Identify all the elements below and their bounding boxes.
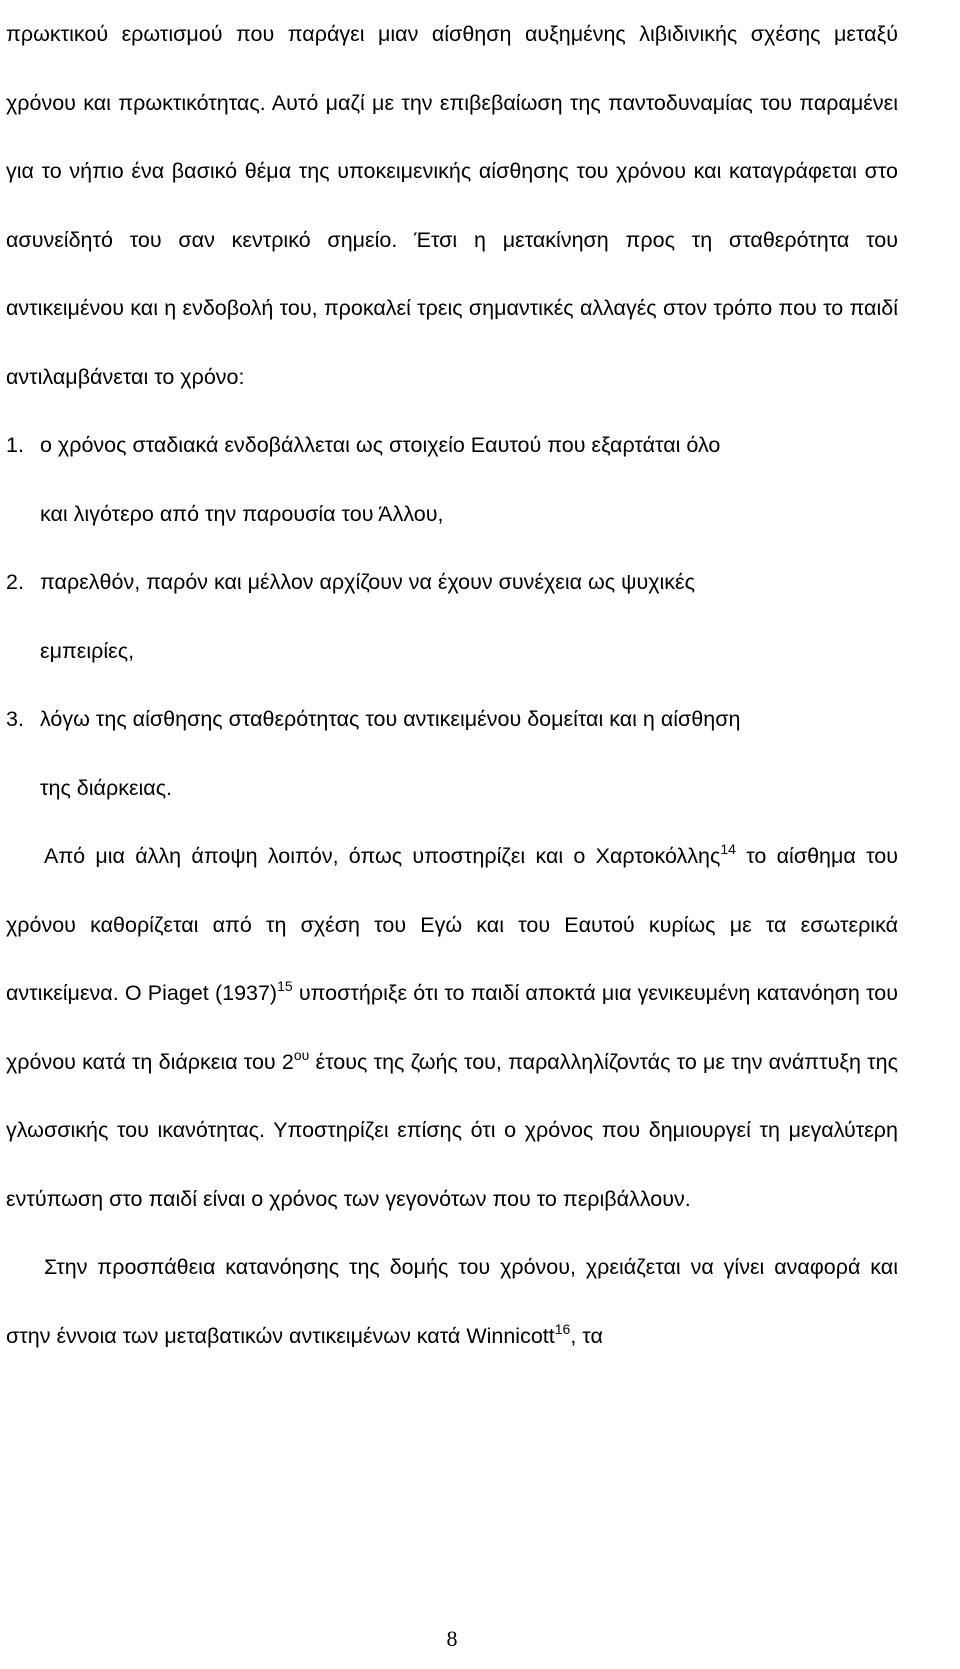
paragraph-text: , τα (570, 1323, 603, 1348)
list-item-text: παρελθόν, παρόν και μέλλον αρχίζουν να έχουν συνέχεια ως ψυχικές (40, 570, 695, 594)
footnote-ref: 16 (554, 1320, 571, 1337)
footnote-ref: 14 (720, 841, 736, 857)
list-item (6, 548, 898, 685)
body-text (6, 0, 898, 1370)
paragraph-text: Από μια άλλη άποψη λοιπόν, όπως υποστηρίζει και ο Χαρτοκόλλης (44, 844, 721, 868)
paragraph-text: το αίσθημα του χρόνου καθορίζεται από τη σχέση του Εγώ και του Εαυτού κυρίως με τα εσωτερικά αντικείμενα. Ο Piaget (1937) (6, 844, 898, 1005)
list-item-text: ο χρόνος σταδιακά ενδοβάλλεται ως στοιχείο Εαυτού που εξαρτάται όλο (40, 433, 721, 457)
list-item (6, 685, 898, 822)
list-item-number: 2. (6, 570, 24, 594)
list-item-text-cont: της διάρκειας. (40, 775, 173, 800)
numbered-list (6, 411, 898, 822)
page-number: 8 (446, 1626, 458, 1651)
list-item-text: λόγω της αίσθησης σταθερότητας του αντικειμένου δομείται και η αίσθηση (40, 707, 741, 731)
ordinal-suffix: ου (293, 1046, 310, 1063)
list-item-number: 1. (6, 433, 24, 457)
list-item-text-cont: εμπειρίες, (40, 638, 135, 663)
paragraph-text: έτους της ζωής του, παραλληλίζοντάς το με την ανάπτυξη της γλωσσικής του ικανότητας. Υποστηρίζει επίσης ότι ο χρόνος που δημιουργεί τη μεγαλύτερη εντύπωση στο παιδί είναι ο χρόνος των γεγονότων που το περιβάλλουν. (6, 1049, 898, 1211)
list-item (6, 411, 898, 548)
paragraph-text: υποστήριξε ότι το παιδί αποκτά μια γενικευμένη κατανόηση του χρόνου κατά τη διάρκεια του 2 (6, 981, 898, 1074)
list-item-text-cont: και λιγότερο από την παρουσία του Άλλου, (40, 501, 444, 526)
list-item-number: 3. (6, 707, 24, 731)
paragraph-text: Στην προσπάθεια κατανόησης της δομής του χρόνου, χρειάζεται να γίνει αναφορά και στην έννοια των μεταβατικών αντικειμένων κατά Winnicott (6, 1255, 898, 1348)
footnote-ref: 15 (277, 978, 293, 994)
paragraph-hartokollis (6, 822, 898, 1233)
paragraph-winnicott (6, 1233, 898, 1370)
paragraph-continued: πρωκτικού ερωτισμού που παράγει μιαν αίσθηση αυξημένης λιβιδινικής σχέσης μεταξύ χρόνου και πρωκτικότητας. Αυτό μαζί με την επιβεβαίωση της παντοδυναμίας του παραμένει για το νήπιο ένα βασικό θέμα της υποκειμενικής αίσθησης του χρόνου και καταγράφεται στο ασυνείδητό του σαν κεντρικό σημείο. Έτσι η μετακίνηση προς τη σταθερότητα του αντικειμένου και η ενδοβολή του, προκαλεί τρεις σημαντικές αλλαγές στον τρόπο που το παιδί αντιλαμβάνεται το χρόνο: (6, 22, 898, 389)
